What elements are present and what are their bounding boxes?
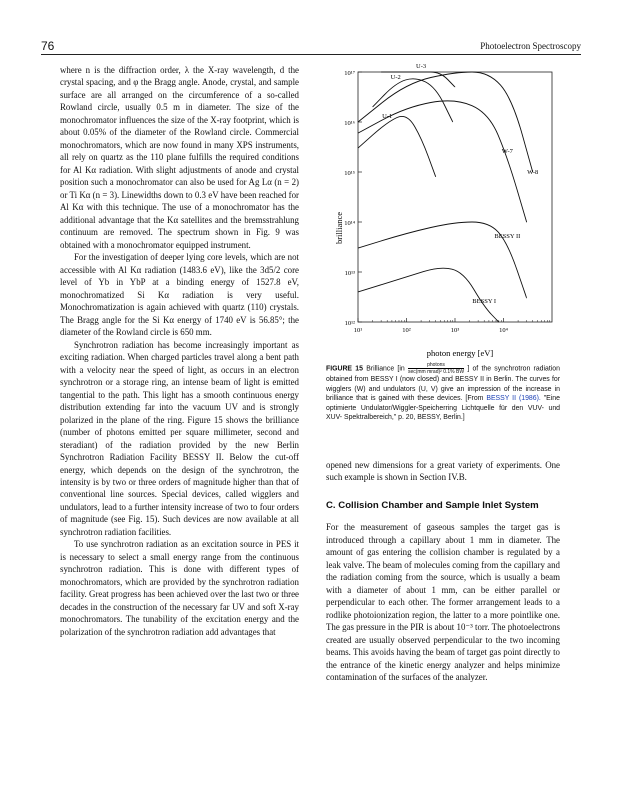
curve-label-bessy-ii: BESSY II <box>494 232 521 240</box>
curve-u-1 <box>358 116 436 176</box>
x-tick-label: 10¹ <box>353 327 363 334</box>
paragraph-diffraction: where n is the diffraction order, λ the X-ray wavelength, d the crystal spacing, and φ the Bragg angle. Anode, crystal, and sample surface are all arranged on the circumference of a so-called Rowland circle, usually 0.5 m in diameter. The size of the monochromator influences the size of the X-ray footprint, which is about 0.05% of the diameter of the Rowland circle. Commercial monochromators, which are now found in many XPS instruments, all rely on quartz as the 110 plane fulfills the required conditions for Al Kα radiation. With slight adjustments of anode and crystal position such a monochromator can also be used for Ag Lα (n = 2) or Ti Kα (n = 3). Linewidths down to 0.3 eV have been reached for Al Kα with this technique. The use of a monochromator has the additional advantage that the Kα satellites and the bremsstrahlung continuum are removed. The spectrum shown in Fig. 9 was obtained with a monochromator equipped instrument. <box>60 65 299 250</box>
page-number: 76 <box>41 39 55 53</box>
y-tick-label: 10¹⁷ <box>344 70 355 77</box>
paragraph-collision-chamber: For the measurement of gaseous samples the target gas is introduced through a capillary about 1 mm in diameter. The amount of gas entering the collision chamber is regulated by a leak valve. The beam of molecules coming from the capillary and the radiation coming from the source, which is usually a beam with a diameter of about 1 mm, can be either parallel or perpendicular to each other. The former arrangement leads to a rodlike photoionization region, the latter to a more pointlike one. The gas pressure in the PIR is about 10⁻³ torr. The photoelectrons created are usually observed perpendicular to the two incoming beams. This avoids having the beam of target gas point directly to the entrance of the kinetic energy analyzer and helps minimize contamination of the surfaces of the analyzer. <box>326 522 560 683</box>
curve-label-bessy-i: BESSY I <box>472 297 497 305</box>
caption-reference[interactable]: BESSY II (1986). <box>486 395 541 403</box>
figure-caption <box>326 362 560 423</box>
y-tick-label: 10¹⁴ <box>344 220 355 227</box>
x-tick-label: 10⁴ <box>499 327 508 334</box>
y-tick-label: 10¹⁵ <box>344 170 355 177</box>
caption-unit-numerator: photons <box>408 362 464 369</box>
curve-label-u-1: U-1 <box>382 113 393 120</box>
plot-frame <box>358 72 552 322</box>
curve-label-u-2: U-2 <box>390 74 401 82</box>
paragraph-synchrotron: Synchrotron radiation has become increasingly important as exciting radiation. When charged particles travel along a bent path with a velocity near the speed of light, as occurs in an electron synchrotron or a storage ring, an intense beam of light is emitted tangential to the path. This light has a smooth continuous energy distribution extending far into the vacuum UV and is strongly polarized in the plane of the ring. Figure 15 shows the brilliance (number of photons emitted per square millimeter, second and steradiant) of the radiation provided by the new Berlin Synchrotron Radiation Facility BESSY II. Below the cut-off energy, which depends on the design of the synchrotron, the intensity is by two or three orders of magnitude higher than that of conventional line sources. Special devices, called wigglers and undulators, lead to a further intensity increase of two to four orders of magnitude (see Fig. 15). Such devices are now available at all synchrotron radiation facilities. <box>60 339 299 537</box>
caption-text-after: ] of the synchrotron radiation obtained from BESSY I (now closed) and BESSY II in Berlin. The curves for wigglers (W) and undulators (U, V) give an impression of the increase in brilliance that is gained with these devices. [From <box>326 365 560 403</box>
brilliance-chart <box>326 60 560 360</box>
paragraph-monochromators: To use synchrotron radiation as an excitation source in PES it is necessary to select a small energy range from the continuous synchrotron radiation. This is done with different types of monochromators, which are provided by the synchrotron radiation facility. Great progress has been achieved over the last two or three decades in the construction of the necessary far UV and soft X-ray monochromators. The tunability of the excitation energy and the polarization of the synchrotron radiation add advantages that <box>60 539 299 637</box>
paragraph-continuation: opened new dimensions for a great variety of experiments. One such example is shown in Section IV.B. <box>326 460 560 483</box>
curve-label-w-8: W-8 <box>527 169 539 176</box>
figure-15 <box>326 60 560 360</box>
y-tick-label: 10¹³ <box>344 270 355 277</box>
section-heading: C. Collision Chamber and Sample Inlet System <box>326 499 539 511</box>
curve-bessy-i <box>358 268 499 322</box>
caption-text-before: Brilliance [in <box>366 365 405 373</box>
caption-unit <box>408 362 464 375</box>
curve-label-w-7: W-7 <box>501 147 513 155</box>
running-title: Photoelectron Spectroscopy <box>480 41 581 51</box>
paragraph-core-levels: For the investigation of deeper lying core levels, which are not accessible with Al Kα radiation (1483.6 eV), like the 3d5/2 core level of Yb in YbP at a binding energy of 1527.8 eV, monochromatized Si Kα radiation is very useful. Monochromatization is again achieved with quartz (110) crystals. The Bragg angle for the Si Kα energy of 1740 eV is 56.85°; the diameter of the Rowland circle is 650 mm. <box>60 252 299 338</box>
right-column <box>326 459 560 684</box>
y-tick-label: 10¹² <box>344 320 355 327</box>
header-rule <box>41 54 581 55</box>
curve-label-u-3: U-3 <box>416 63 427 70</box>
left-column <box>60 64 299 638</box>
x-axis-label: photon energy [eV] <box>426 348 494 358</box>
x-tick-label: 10² <box>402 327 411 334</box>
y-axis-label: brilliance <box>334 211 344 245</box>
caption-text-end: "Eine optimierte Undulator/Wiggler-Speicherring Lichtquelle für den VUV- und XUV- Spektralbereich," p. 20, BESSY, Berlin.] <box>326 395 560 422</box>
caption-unit-denominator: sec(mm mrad)² 0.1% BW <box>407 369 465 375</box>
x-tick-label: 10³ <box>450 327 460 334</box>
caption-label: FIGURE 15 <box>326 365 363 373</box>
y-tick-label: 10¹⁶ <box>344 120 355 127</box>
